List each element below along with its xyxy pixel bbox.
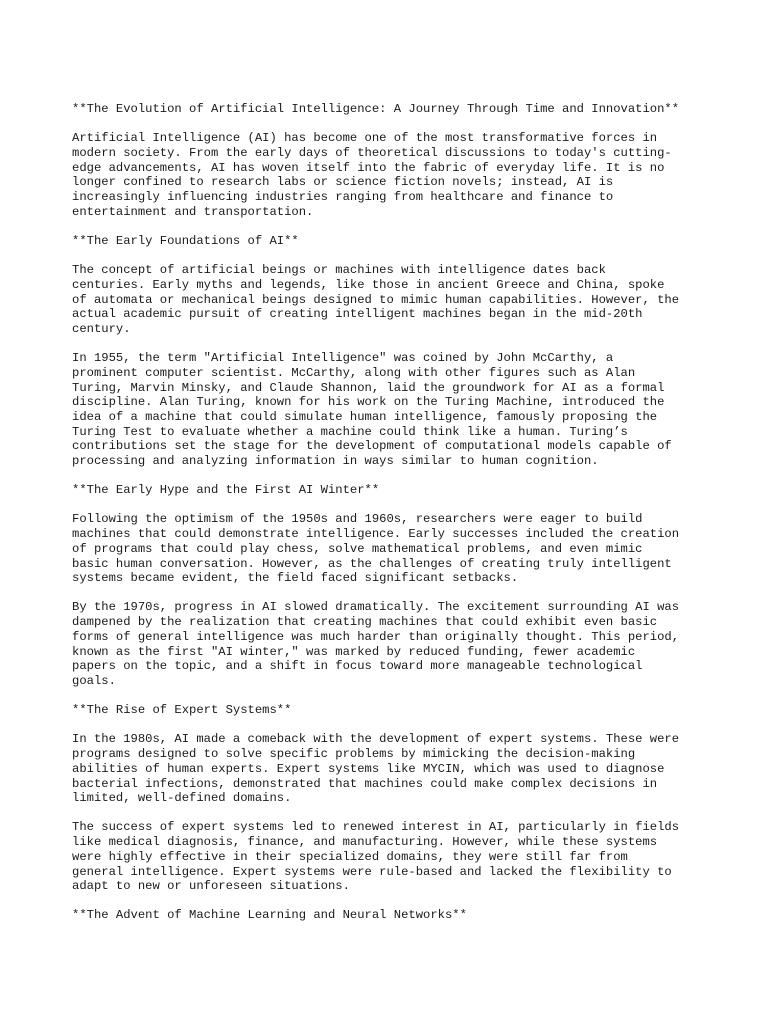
paragraph-early-hype-2: By the 1970s, progress in AI slowed dramatically. The excitement surrounding AI was dampened by the realization that creating machines that could exhibit even basic forms of general intelligence was much harder than originally thought. This period, known as the first "AI winter," was marked by reduced funding, fewer academic papers on the topic, and a shift in focus toward more manageable technological goals. — [72, 600, 680, 688]
section-heading-early-hype: **The Early Hype and the First AI Winter** — [72, 483, 380, 498]
paragraph-early-foundations-2: In 1955, the term "Artificial Intelligence" was coined by John McCarthy, a prominent computer scientist. McCarthy, along with other figures such as Alan Turing, Marvin Minsky, and Claude Shannon, laid the groundwork for AI as a formal discipline. Alan Turing, known for his work on the Turing Machine, introduced the idea of a machine that could simulate human intelligence, famously proposing the Turing Test to evaluate whether a machine could think like a human. Turing’s contributions set the stage for the development of computational models capable of processing and analyzing information in ways similar to human cognition. — [72, 351, 672, 469]
paragraph-early-foundations-1: The concept of artificial beings or machines with intelligence dates back centuries. Early myths and legends, like those in ancient Greece and China, spoke of automata or mechanical beings designed to mimic human capabilities. However, the actual academic pursuit of creating intelligent machines began in the mid-20th century. — [72, 263, 680, 336]
paragraph-early-hype-1: Following the optimism of the 1950s and 1960s, researchers were eager to build machines that could demonstrate intelligence. Early successes included the creation of programs that could play chess, solve mathematical problems, and even mimic basic human conversation. However, as the challenges of creating truly intelligent systems became evident, the field faced significant setbacks. — [72, 512, 680, 586]
section-heading-expert-systems: **The Rise of Expert Systems** — [72, 703, 292, 718]
document-title: **The Evolution of Artificial Intelligence: A Journey Through Time and Innovation** — [72, 102, 680, 116]
section-heading-machine-learning: **The Advent of Machine Learning and Neural Networks** — [72, 908, 467, 923]
paragraph-expert-systems-1: In the 1980s, AI made a comeback with the development of expert systems. These were programs designed to solve specific problems by mimicking the decision-making abilities of human experts. Expert systems like MYCIN, which was used to diagnose bacterial infections, demonstrated that machines could make complex decisions in limited, well-defined domains. — [72, 732, 680, 806]
paragraph-expert-systems-2: The success of expert systems led to renewed interest in AI, particularly in fields like medical diagnosis, finance, and manufacturing. However, while these systems were highly effective in their specialized domains, they were still far from general intelligence. Expert systems were rule-based and lacked the flexibility to adapt to new or unforeseen situations. — [72, 820, 680, 894]
paragraph-intro: Artificial Intelligence (AI) has become one of the most transformative forces in modern society. From the early days of theoretical discussions to today's cutting- edge advancements, AI has woven itself into the fabric of everyday life. It is no longer confined to research labs or science fiction novels; instead, AI is increasingly influencing industries ranging from healthcare and finance to entertainment and transportation. — [72, 131, 672, 219]
document-page — [72, 102, 702, 938]
section-heading-early-foundations: **The Early Foundations of AI** — [72, 233, 299, 248]
